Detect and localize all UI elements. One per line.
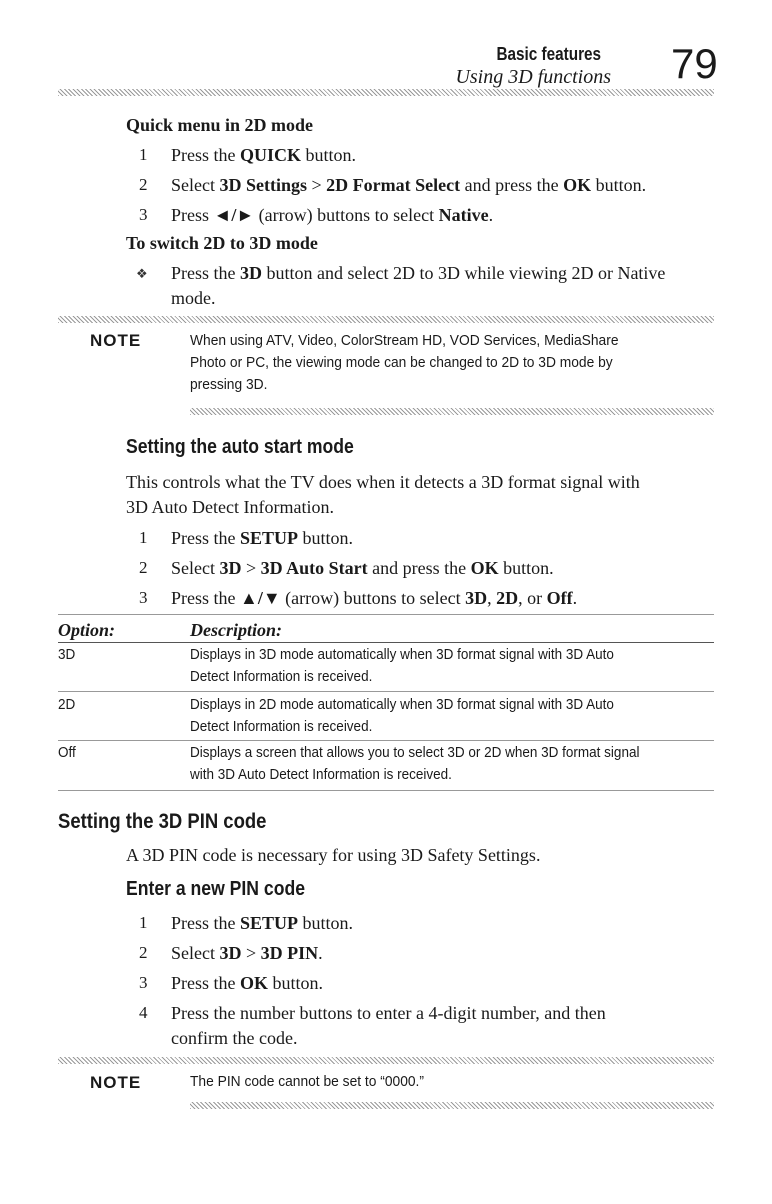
step-number: 2 xyxy=(139,175,148,194)
subsection-title: Using 3D functions xyxy=(455,66,611,88)
pin-heading: Setting the 3D PIN code xyxy=(58,810,267,833)
note-rule-bottom xyxy=(190,408,714,415)
table-cell-description: Displays in 3D mode automatically when 3D format signal with 3D Auto Detect Information is received. xyxy=(190,646,614,685)
note-text: The PIN code cannot be set to “0000.” xyxy=(190,1073,424,1090)
step-number: 2 xyxy=(139,943,148,962)
step-text: Press the SETUP button. xyxy=(171,913,354,933)
table-rule xyxy=(58,642,714,643)
table-cell-option: Off xyxy=(58,744,76,761)
step-number: 1 xyxy=(139,913,148,932)
step-number: 3 xyxy=(139,588,148,607)
step-text: Press the number buttons to enter a 4-digit number, and then xyxy=(171,1003,606,1023)
step-number: 1 xyxy=(139,528,148,547)
step-text: Select 3D Settings > 2D Format Select and press the OK button. xyxy=(171,175,647,195)
auto-start-intro: This controls what the TV does when it detects a 3D format signal with 3D Auto Detect Information. xyxy=(126,472,640,517)
step-text: Press ◄/► (arrow) buttons to select Native. xyxy=(171,205,494,225)
note-rule-top xyxy=(58,316,714,323)
table-rule xyxy=(58,691,714,692)
step-text: Press the SETUP button. xyxy=(171,528,354,548)
page-number: 79 xyxy=(671,40,718,87)
pin-intro: A 3D PIN code is necessary for using 3D Safety Settings. xyxy=(126,845,541,865)
note-label: NOTE xyxy=(90,331,142,350)
table-rule xyxy=(58,790,714,791)
step-text: Press the QUICK button. xyxy=(171,145,357,165)
bullet-text: Press the 3D button and select 2D to 3D while viewing 2D or Native xyxy=(171,263,666,283)
up-down-arrow-icon: ▲/▼ xyxy=(240,588,281,608)
switch-heading: To switch 2D to 3D mode xyxy=(126,233,318,253)
step-number: 3 xyxy=(139,205,148,224)
left-right-arrow-icon: ◄/► xyxy=(213,205,255,225)
table-cell-description: Displays a screen that allows you to select 3D or 2D when 3D format signal with 3D Auto Detect Information is received. xyxy=(190,744,640,783)
table-rule xyxy=(58,740,714,741)
section-title: Basic features xyxy=(496,44,601,64)
note-rule-top xyxy=(58,1057,714,1064)
step-text-line2: confirm the code. xyxy=(171,1028,298,1048)
table-rule xyxy=(58,614,714,615)
note-rule-bottom xyxy=(190,1102,714,1109)
step-number: 1 xyxy=(139,145,148,164)
step-number: 3 xyxy=(139,973,148,992)
bullet-text-line2: mode. xyxy=(171,288,216,308)
step-text: Select 3D > 3D PIN. xyxy=(171,943,323,963)
table-cell-option: 3D xyxy=(58,646,76,663)
step-text: Press the ▲/▼ (arrow) buttons to select 3D, 2D, or Off. xyxy=(171,588,578,608)
table-cell-description: Displays in 2D mode automatically when 3D format signal with 3D Auto Detect Information is received. xyxy=(190,696,614,735)
note-label: NOTE xyxy=(90,1073,142,1092)
auto-start-heading: Setting the auto start mode xyxy=(126,436,354,458)
pin-subheading: Enter a new PIN code xyxy=(126,878,305,900)
step-number: 2 xyxy=(139,558,148,577)
step-number: 4 xyxy=(139,1003,148,1022)
step-text: Press the OK button. xyxy=(171,973,324,993)
table-header-description: Description: xyxy=(190,620,282,640)
header-rule xyxy=(58,89,714,96)
table-header-option: Option: xyxy=(58,620,116,640)
note-text: When using ATV, Video, ColorStream HD, VOD Services, MediaShare Photo or PC, the viewing mode can be changed to 2D to 3D mode by pressing 3D. xyxy=(190,332,619,393)
step-text: Select 3D > 3D Auto Start and press the OK button. xyxy=(171,558,554,578)
table-cell-option: 2D xyxy=(58,696,76,713)
diamond-bullet-icon: ❖ xyxy=(136,266,148,281)
quick-menu-heading: Quick menu in 2D mode xyxy=(126,115,314,135)
